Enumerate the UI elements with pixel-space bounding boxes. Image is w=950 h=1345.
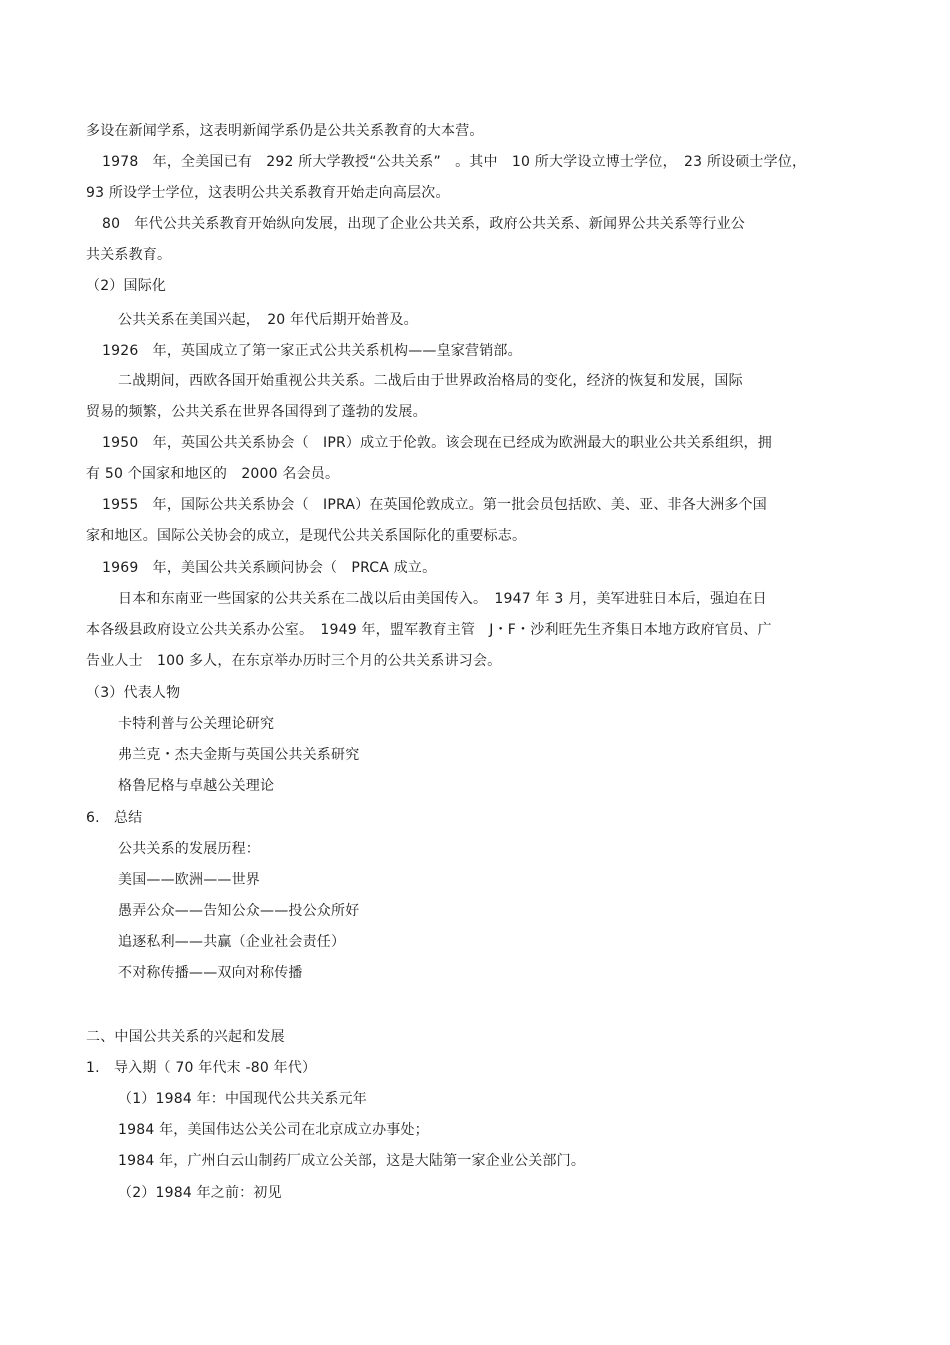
paragraph-line: 1950 年，英国公共关系协会（ IPR）成立于伦敦。该会现在已经成为欧洲最大的职业公共关系组织，拥	[102, 435, 772, 451]
paragraph-line: 本各级县政府设立公共关系办公室。 1949 年，盟军教育主管 J・F・沙利旺先生齐集日本地方政府官员、广	[86, 622, 772, 638]
paragraph-line: 二战期间，西欧各国开始重视公共关系。二战后由于世界政治格局的变化，经济的恢复和发展，国际	[118, 373, 743, 389]
paragraph-line: 多设在新闻学系，这表明新闻学系仍是公共关系教育的大本营。	[86, 123, 484, 139]
section-heading: （3）代表人物	[86, 685, 181, 701]
paragraph-line: 贸易的频繁，公共关系在世界各国得到了蓬勃的发展。	[86, 404, 427, 420]
paragraph-line: 日本和东南亚一些国家的公共关系在二战以后由美国传入。 1947 年 3 月，美军进驻日本后，强迫在日	[118, 591, 767, 607]
paragraph-line: 家和地区。国际公关协会的成立，是现代公共关系国际化的重要标志。	[86, 528, 527, 544]
subsection-heading: （1）1984 年：中国现代公共关系元年	[118, 1091, 367, 1107]
paragraph-line: 1955 年，国际公共关系协会（ IPRA）在英国伦敦成立。第一批会员包括欧、美、亚、非各大洲多个国	[102, 497, 767, 513]
paragraph-line: 告业人士 100 多人，在东京举办历时三个月的公共关系讲习会。	[86, 653, 502, 669]
paragraph-line: 1978 年，全美国已有 292 所大学教授“公共关系” 。其中 10 所大学设立博士学位， 23 所设硕士学位，	[102, 154, 807, 170]
paragraph-line: 1984 年，美国伟达公关公司在北京成立办事处；	[118, 1122, 429, 1138]
list-item: 弗兰克・杰夫金斯与英国公共关系研究	[118, 747, 360, 763]
paragraph-line: 1926 年，英国成立了第一家正式公共关系机构——皇家营销部。	[102, 343, 522, 359]
paragraph-line: 有 50 个国家和地区的 2000 名会员。	[86, 466, 340, 482]
paragraph-line: 1984 年，广州白云山制药厂成立公关部，这是大陆第一家企业公关部门。	[118, 1153, 586, 1169]
paragraph-line: 共关系教育。	[86, 247, 172, 263]
list-item: 不对称传播——双向对称传播	[118, 965, 303, 981]
subsection-heading: （2）1984 年之前：初见	[118, 1185, 282, 1201]
list-item: 美国——欧洲——世界	[118, 872, 260, 888]
list-item: 卡特利普与公关理论研究	[118, 716, 275, 732]
paragraph-line: 公共关系在美国兴起， 20 年代后期开始普及。	[118, 312, 418, 328]
paragraph-line: 80 年代公共关系教育开始纵向发展，出现了企业公共关系，政府公共关系、新闻界公共关系等行业公	[102, 216, 746, 232]
section-heading: （2）国际化	[86, 278, 167, 294]
section-heading: 6. 总结	[86, 810, 143, 826]
list-item: 追逐私利——共赢（企业社会责任）	[118, 934, 346, 950]
list-item: 愚弄公众——告知公众——投公众所好	[118, 903, 360, 919]
section-heading: 二、中国公共关系的兴起和发展	[86, 1029, 285, 1045]
paragraph-line: 公共关系的发展历程：	[118, 841, 260, 857]
list-item: 格鲁尼格与卓越公关理论	[118, 778, 275, 794]
paragraph-line: 93 所设学士学位，这表明公共关系教育开始走向高层次。	[86, 185, 450, 201]
paragraph-line: 1969 年，美国公共关系顾问协会（ PRCA 成立。	[102, 560, 437, 576]
section-heading: 1. 导入期（ 70 年代末 -80 年代）	[86, 1060, 317, 1076]
